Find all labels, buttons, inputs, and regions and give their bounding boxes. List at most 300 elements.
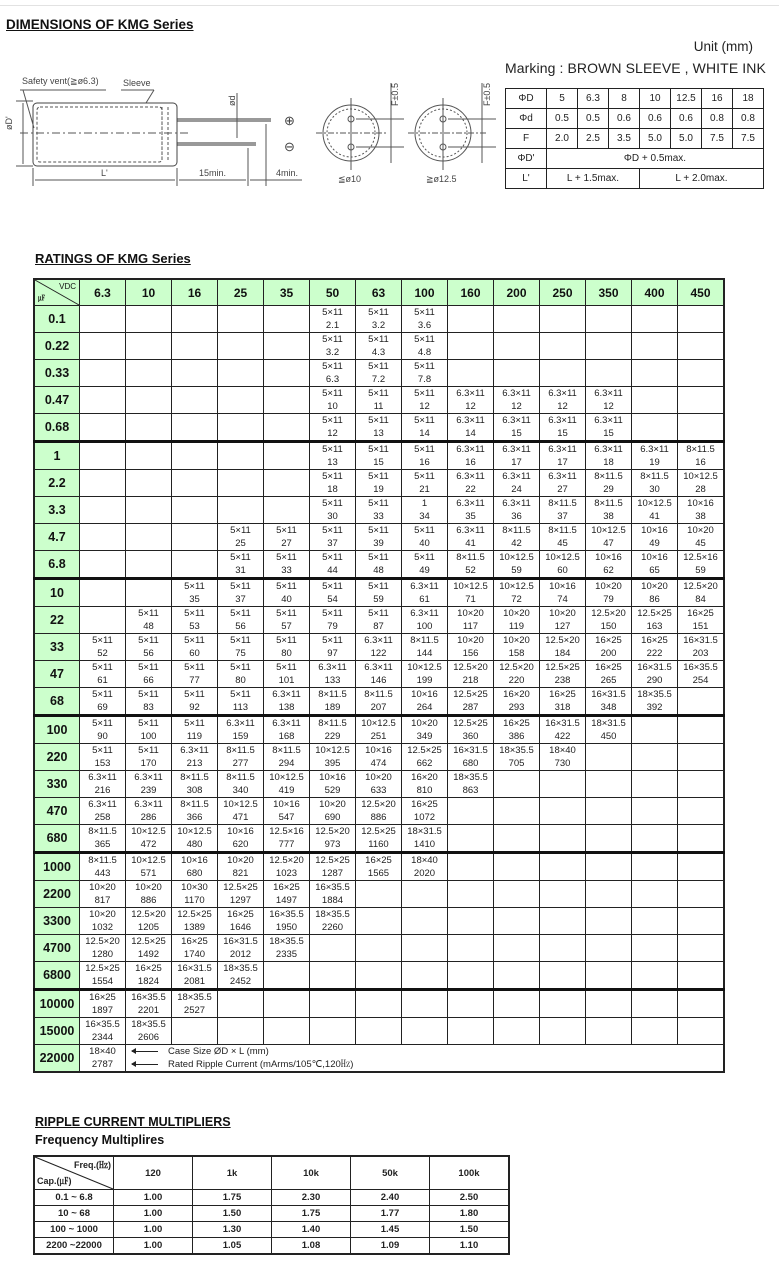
ripple-current: 21 bbox=[419, 484, 430, 495]
empty-cell bbox=[678, 306, 725, 333]
rating-cell bbox=[494, 744, 540, 771]
empty-cell bbox=[356, 908, 402, 935]
rating-cell bbox=[310, 908, 356, 935]
ripple-current: 1492 bbox=[137, 949, 160, 960]
rating-cell bbox=[172, 990, 218, 1018]
case-size: 5×11 bbox=[368, 388, 389, 399]
ripple-current: 100 bbox=[416, 621, 433, 632]
ripple-current: 18 bbox=[603, 457, 614, 468]
ripple-current: 1389 bbox=[183, 922, 206, 933]
empty-cell bbox=[540, 771, 586, 798]
rating-cell bbox=[172, 716, 218, 744]
ripple-current: 37 bbox=[557, 511, 568, 522]
rating-cell bbox=[264, 688, 310, 716]
rating-cell bbox=[402, 551, 448, 579]
empty-cell bbox=[540, 853, 586, 881]
empty-cell bbox=[356, 1018, 402, 1045]
rating-cell bbox=[172, 688, 218, 716]
case-size: 5×11 bbox=[184, 689, 205, 700]
case-size: 16×25 bbox=[89, 992, 116, 1003]
case-size: 5×11 bbox=[368, 498, 389, 509]
rating-cell bbox=[310, 607, 356, 634]
voltage-header: 200 bbox=[494, 279, 540, 306]
ripple-current: 2012 bbox=[229, 949, 252, 960]
legend-ripple-current: Rated Ripple Current (mArms/105℃,120㎐) bbox=[168, 1059, 354, 1070]
empty-cell bbox=[402, 935, 448, 962]
rating-cell bbox=[126, 607, 172, 634]
rating-cell bbox=[80, 908, 126, 935]
ripple-current: 2081 bbox=[183, 976, 206, 987]
ripple-current: 471 bbox=[232, 812, 249, 823]
case-size: 6.3×11 bbox=[594, 415, 623, 426]
ripple-current: 2344 bbox=[91, 1032, 114, 1043]
case-size: 5×11 bbox=[414, 471, 435, 482]
ripple-current: 27 bbox=[557, 484, 568, 495]
rating-cell bbox=[310, 716, 356, 744]
rating-cell bbox=[448, 579, 494, 607]
rating-cell bbox=[586, 688, 632, 716]
rating-cell bbox=[218, 607, 264, 634]
ripple-current: 44 bbox=[327, 565, 338, 576]
empty-cell bbox=[80, 607, 126, 634]
ripple-current: 77 bbox=[189, 675, 200, 686]
rating-cell bbox=[540, 661, 586, 688]
arrow-left-icon bbox=[132, 1064, 158, 1065]
case-size: 6.3×11 bbox=[548, 415, 577, 426]
case-size: 6.3×11 bbox=[226, 718, 255, 729]
rating-cell bbox=[218, 798, 264, 825]
ripple-current: 54 bbox=[327, 594, 338, 605]
ripple-current: 189 bbox=[324, 702, 341, 713]
capacitance-label: 22000 bbox=[34, 1045, 80, 1073]
empty-cell bbox=[218, 387, 264, 414]
ratings-row bbox=[34, 414, 724, 442]
empty-cell bbox=[310, 990, 356, 1018]
rating-cell bbox=[126, 634, 172, 661]
rating-cell bbox=[402, 688, 448, 716]
empty-cell bbox=[678, 771, 725, 798]
ripple-current: 1297 bbox=[229, 895, 252, 906]
ripple-current: 72 bbox=[511, 594, 522, 605]
case-size: 10×12.5 bbox=[499, 552, 534, 563]
rating-cell bbox=[356, 442, 402, 470]
case-size: 12.5×25 bbox=[545, 662, 580, 673]
case-size: 5×11 bbox=[92, 635, 113, 646]
case-size: 16×35.5 bbox=[269, 909, 304, 920]
ripple-current: 2201 bbox=[137, 1005, 160, 1016]
rating-cell bbox=[448, 470, 494, 497]
ripple-current: 90 bbox=[97, 731, 108, 742]
ripple-current: 33 bbox=[281, 565, 292, 576]
case-size: 6.3×11 bbox=[180, 745, 209, 756]
rating-cell bbox=[356, 798, 402, 825]
rating-cell bbox=[402, 360, 448, 387]
ripple-current: 17 bbox=[511, 457, 522, 468]
multiplier-value: 2.50 bbox=[430, 1190, 510, 1206]
case-size: 6.3×11 bbox=[364, 635, 393, 646]
empty-cell bbox=[218, 1018, 264, 1045]
empty-cell bbox=[678, 716, 725, 744]
rating-cell bbox=[172, 881, 218, 908]
rating-cell bbox=[172, 634, 218, 661]
empty-cell bbox=[126, 360, 172, 387]
case-size: 8×11.5 bbox=[640, 471, 669, 482]
empty-cell bbox=[172, 551, 218, 579]
rating-cell bbox=[402, 798, 448, 825]
capacitance-label: 33 bbox=[34, 634, 80, 661]
rating-cell bbox=[218, 744, 264, 771]
case-size: 16×25 bbox=[227, 909, 254, 920]
rating-cell bbox=[218, 716, 264, 744]
ripple-current: 156 bbox=[462, 648, 479, 659]
ripple-current: 207 bbox=[370, 702, 387, 713]
ripple-multiplier-table bbox=[33, 1155, 510, 1255]
case-size: 12.5×20 bbox=[85, 936, 120, 947]
rating-cell bbox=[494, 551, 540, 579]
empty-cell bbox=[678, 333, 725, 360]
case-size: 5×11 bbox=[276, 662, 297, 673]
case-size: 5×11 bbox=[184, 662, 205, 673]
case-size: 10×20 bbox=[135, 882, 162, 893]
multiplier-value: 1.00 bbox=[114, 1238, 193, 1255]
empty-cell bbox=[678, 744, 725, 771]
rating-cell bbox=[310, 306, 356, 333]
empty-cell bbox=[494, 333, 540, 360]
empty-cell bbox=[402, 1018, 448, 1045]
case-size: 5×11 bbox=[276, 635, 297, 646]
empty-cell bbox=[218, 414, 264, 442]
ripple-current: 14 bbox=[465, 428, 476, 439]
case-size: 6.3×11 bbox=[548, 388, 577, 399]
safety-vent-label: Safety vent(≧ø6.3) bbox=[22, 76, 99, 86]
rating-cell bbox=[586, 661, 632, 688]
empty-cell bbox=[172, 442, 218, 470]
ripple-current: 419 bbox=[278, 785, 295, 796]
case-size: 12.5×25 bbox=[223, 882, 258, 893]
cell: 5.0 bbox=[640, 129, 671, 149]
empty-cell bbox=[678, 798, 725, 825]
vdc-label: VDC bbox=[59, 282, 76, 291]
rating-cell bbox=[540, 634, 586, 661]
cell: 7.5 bbox=[702, 129, 733, 149]
empty-cell bbox=[218, 360, 264, 387]
rating-cell bbox=[494, 688, 540, 716]
cell: 0.5 bbox=[547, 109, 578, 129]
od-label: ød bbox=[227, 95, 237, 106]
empty-cell bbox=[80, 333, 126, 360]
ripple-current: 2452 bbox=[229, 976, 252, 987]
empty-cell bbox=[172, 387, 218, 414]
case-size: 16×25 bbox=[641, 635, 668, 646]
empty-cell bbox=[448, 798, 494, 825]
ripple-current: 80 bbox=[235, 675, 246, 686]
multiplier-value: 1.77 bbox=[351, 1206, 430, 1222]
case-size: 5×11 bbox=[322, 471, 343, 482]
rating-cell bbox=[218, 524, 264, 551]
ripple-current: 1884 bbox=[321, 895, 344, 906]
cell: L + 1.5max. bbox=[547, 169, 640, 189]
case-size: 10×12.5 bbox=[591, 525, 626, 536]
ripple-current: 7.8 bbox=[417, 374, 432, 385]
empty-cell bbox=[678, 387, 725, 414]
size-10-label: ≦ø10 bbox=[338, 174, 362, 184]
case-size: 5×11 bbox=[322, 635, 343, 646]
empty-cell bbox=[80, 470, 126, 497]
empty-cell bbox=[678, 908, 725, 935]
ripple-current: 690 bbox=[324, 812, 341, 823]
cell: 5.0 bbox=[671, 129, 702, 149]
rating-cell bbox=[448, 744, 494, 771]
capacitor-dimension-drawing bbox=[6, 68, 500, 193]
case-size: 5×11 bbox=[184, 718, 205, 729]
cell: 0.8 bbox=[733, 109, 764, 129]
rating-cell bbox=[126, 853, 172, 881]
case-size: 18×40 bbox=[89, 1046, 116, 1057]
cell: 6.3 bbox=[578, 89, 609, 109]
capacitance-label: 1000 bbox=[34, 853, 80, 881]
legend-case-size: Case Size ØD × L (mm) bbox=[168, 1046, 269, 1057]
empty-cell bbox=[586, 333, 632, 360]
rating-cell bbox=[448, 414, 494, 442]
case-size: 5×11 bbox=[92, 718, 113, 729]
f-tolerance-label-2: F±0.5 bbox=[482, 83, 492, 106]
ripple-current: 69 bbox=[97, 702, 108, 713]
rating-cell bbox=[172, 771, 218, 798]
case-size: 18×35.5 bbox=[453, 772, 488, 783]
case-size: 5×11 bbox=[414, 525, 435, 536]
empty-cell bbox=[586, 908, 632, 935]
cell: 10 bbox=[640, 89, 671, 109]
ripple-current: 49 bbox=[419, 565, 430, 576]
rating-cell bbox=[632, 470, 678, 497]
ripple-current: 45 bbox=[695, 538, 706, 549]
case-size: 8×11.5 bbox=[180, 799, 209, 810]
case-size: 5×11 bbox=[276, 552, 297, 563]
rating-cell bbox=[586, 579, 632, 607]
empty-cell bbox=[218, 333, 264, 360]
rating-cell bbox=[310, 442, 356, 470]
capacitance-label: 330 bbox=[34, 771, 80, 798]
empty-cell bbox=[494, 1018, 540, 1045]
ripple-current: 48 bbox=[373, 565, 384, 576]
rating-cell bbox=[218, 935, 264, 962]
case-size: 10×20 bbox=[365, 772, 392, 783]
ripple-current: 264 bbox=[416, 702, 433, 713]
case-size: 5×11 bbox=[138, 608, 159, 619]
case-size: 12.5×25 bbox=[407, 745, 442, 756]
rating-cell bbox=[172, 935, 218, 962]
rating-cell bbox=[126, 771, 172, 798]
empty-cell bbox=[356, 881, 402, 908]
rating-cell bbox=[310, 414, 356, 442]
frequency-header: 10k bbox=[272, 1156, 351, 1190]
case-size: 6.3×11 bbox=[456, 444, 485, 455]
cell: 7.5 bbox=[733, 129, 764, 149]
ripple-current: 886 bbox=[370, 812, 387, 823]
empty-cell bbox=[448, 853, 494, 881]
rating-cell bbox=[494, 387, 540, 414]
case-size: 16×25 bbox=[135, 963, 162, 974]
case-size: 12.5×25 bbox=[453, 718, 488, 729]
case-size: 5×11 bbox=[368, 525, 389, 536]
rating-cell bbox=[540, 524, 586, 551]
case-size: 5×11 bbox=[414, 334, 435, 345]
sleeve-label: Sleeve bbox=[123, 78, 151, 88]
empty-cell bbox=[632, 387, 678, 414]
case-size: 5×11 bbox=[322, 444, 343, 455]
empty-cell bbox=[586, 881, 632, 908]
ratings-row bbox=[34, 524, 724, 551]
empty-cell bbox=[448, 908, 494, 935]
empty-cell bbox=[540, 881, 586, 908]
rating-cell bbox=[264, 744, 310, 771]
case-size: 6.3×11 bbox=[134, 799, 163, 810]
rating-cell bbox=[264, 634, 310, 661]
empty-cell bbox=[586, 360, 632, 387]
rating-cell bbox=[80, 881, 126, 908]
ripple-current: 395 bbox=[324, 758, 341, 769]
rating-cell bbox=[310, 579, 356, 607]
ripple-current: 662 bbox=[416, 758, 433, 769]
voltage-header: 160 bbox=[448, 279, 494, 306]
empty-cell bbox=[264, 442, 310, 470]
corner-header bbox=[34, 1156, 114, 1190]
ripple-current: 13 bbox=[327, 457, 338, 468]
ratings-row bbox=[34, 634, 724, 661]
case-size: 5×11 bbox=[138, 689, 159, 700]
frequency-header: 120 bbox=[114, 1156, 193, 1190]
empty-cell bbox=[678, 825, 725, 853]
empty-cell bbox=[264, 962, 310, 990]
ripple-current: 1160 bbox=[368, 839, 389, 850]
rating-cell bbox=[678, 634, 725, 661]
empty-cell bbox=[494, 881, 540, 908]
ripple-current: 2020 bbox=[413, 868, 436, 879]
cell: 2.5 bbox=[578, 129, 609, 149]
ripple-current: 153 bbox=[94, 758, 111, 769]
case-size: 6.3×11 bbox=[88, 772, 117, 783]
ripple-current: 52 bbox=[97, 648, 108, 659]
rating-cell bbox=[264, 853, 310, 881]
case-size: 16×31.5 bbox=[545, 718, 580, 729]
ripple-current: 620 bbox=[232, 839, 249, 850]
empty-cell bbox=[172, 360, 218, 387]
ripple-current: 294 bbox=[278, 758, 295, 769]
ripple-header-row bbox=[34, 1156, 509, 1190]
legend-cell bbox=[126, 1045, 725, 1073]
ripple-current: 3.2 bbox=[325, 347, 340, 358]
rating-cell bbox=[540, 442, 586, 470]
case-size: 5×11 bbox=[184, 635, 205, 646]
rating-cell bbox=[126, 990, 172, 1018]
rating-cell bbox=[310, 825, 356, 853]
rating-cell bbox=[80, 661, 126, 688]
case-size: 10×12.5 bbox=[407, 662, 442, 673]
ripple-current: 34 bbox=[419, 511, 430, 522]
empty-cell bbox=[540, 990, 586, 1018]
rating-cell bbox=[586, 387, 632, 414]
case-size: 8×11.5 bbox=[318, 718, 347, 729]
ripple-current: 2260 bbox=[321, 922, 344, 933]
cap-range: 0.1 ~ 6.8 bbox=[34, 1190, 114, 1206]
ripple-current: 56 bbox=[143, 648, 154, 659]
ripple-current: 777 bbox=[278, 839, 295, 850]
rating-cell bbox=[356, 497, 402, 524]
voltage-header: 250 bbox=[540, 279, 586, 306]
rating-cell bbox=[678, 497, 725, 524]
rating-cell bbox=[448, 716, 494, 744]
ripple-current: 25 bbox=[235, 538, 246, 549]
rating-cell bbox=[80, 771, 126, 798]
case-size: 10×12.5 bbox=[361, 718, 396, 729]
empty-cell bbox=[494, 935, 540, 962]
rating-cell bbox=[218, 962, 264, 990]
ripple-current: 365 bbox=[94, 839, 111, 850]
rating-cell bbox=[494, 524, 540, 551]
multiplier-value: 1.40 bbox=[272, 1222, 351, 1238]
case-size: 10×12.5 bbox=[637, 498, 672, 509]
rating-cell bbox=[678, 442, 725, 470]
rating-cell bbox=[264, 825, 310, 853]
empty-cell bbox=[126, 306, 172, 333]
ripple-current: 15 bbox=[557, 428, 568, 439]
empty-cell bbox=[172, 470, 218, 497]
empty-cell bbox=[402, 881, 448, 908]
case-size: 16×31.5 bbox=[223, 936, 258, 947]
ripple-current: 2787 bbox=[91, 1059, 114, 1070]
empty-cell bbox=[264, 306, 310, 333]
empty-cell bbox=[586, 1018, 632, 1045]
rating-cell bbox=[586, 524, 632, 551]
ripple-current: 349 bbox=[416, 731, 433, 742]
empty-cell bbox=[172, 497, 218, 524]
empty-cell bbox=[218, 990, 264, 1018]
case-size: 10×20 bbox=[641, 581, 668, 592]
rating-cell bbox=[356, 414, 402, 442]
ripple-current: 57 bbox=[281, 621, 292, 632]
rating-cell bbox=[402, 333, 448, 360]
ripple-current: 821 bbox=[232, 868, 249, 879]
ripple-current: 75 bbox=[235, 648, 246, 659]
case-size: 8×11.5 bbox=[594, 471, 623, 482]
empty-cell bbox=[448, 881, 494, 908]
ripple-current: 92 bbox=[189, 702, 200, 713]
ripple-current: 71 bbox=[465, 594, 476, 605]
case-size: 8×11.5 bbox=[410, 635, 439, 646]
empty-cell bbox=[632, 744, 678, 771]
case-size: 18×31.5 bbox=[591, 718, 626, 729]
voltage-header: 10 bbox=[126, 279, 172, 306]
rating-cell bbox=[632, 524, 678, 551]
rating-cell bbox=[80, 716, 126, 744]
rating-cell bbox=[540, 607, 586, 634]
empty-cell bbox=[632, 825, 678, 853]
ripple-current: 3.6 bbox=[417, 320, 432, 331]
ratings-row bbox=[34, 688, 724, 716]
empty-cell bbox=[80, 551, 126, 579]
size-125-label: ≧ø12.5 bbox=[426, 174, 457, 184]
ripple-current: 33 bbox=[373, 511, 384, 522]
ratings-row bbox=[34, 551, 724, 579]
ripple-current: 39 bbox=[373, 538, 384, 549]
ripple-row bbox=[34, 1238, 509, 1255]
ripple-title: RIPPLE CURRENT MULTIPLIERS bbox=[35, 1115, 231, 1129]
rating-cell bbox=[126, 688, 172, 716]
capacitance-label: 470 bbox=[34, 798, 80, 825]
case-size: 18×35.5 bbox=[269, 936, 304, 947]
case-size: 16×25 bbox=[411, 799, 438, 810]
row-od-prime bbox=[506, 149, 764, 169]
